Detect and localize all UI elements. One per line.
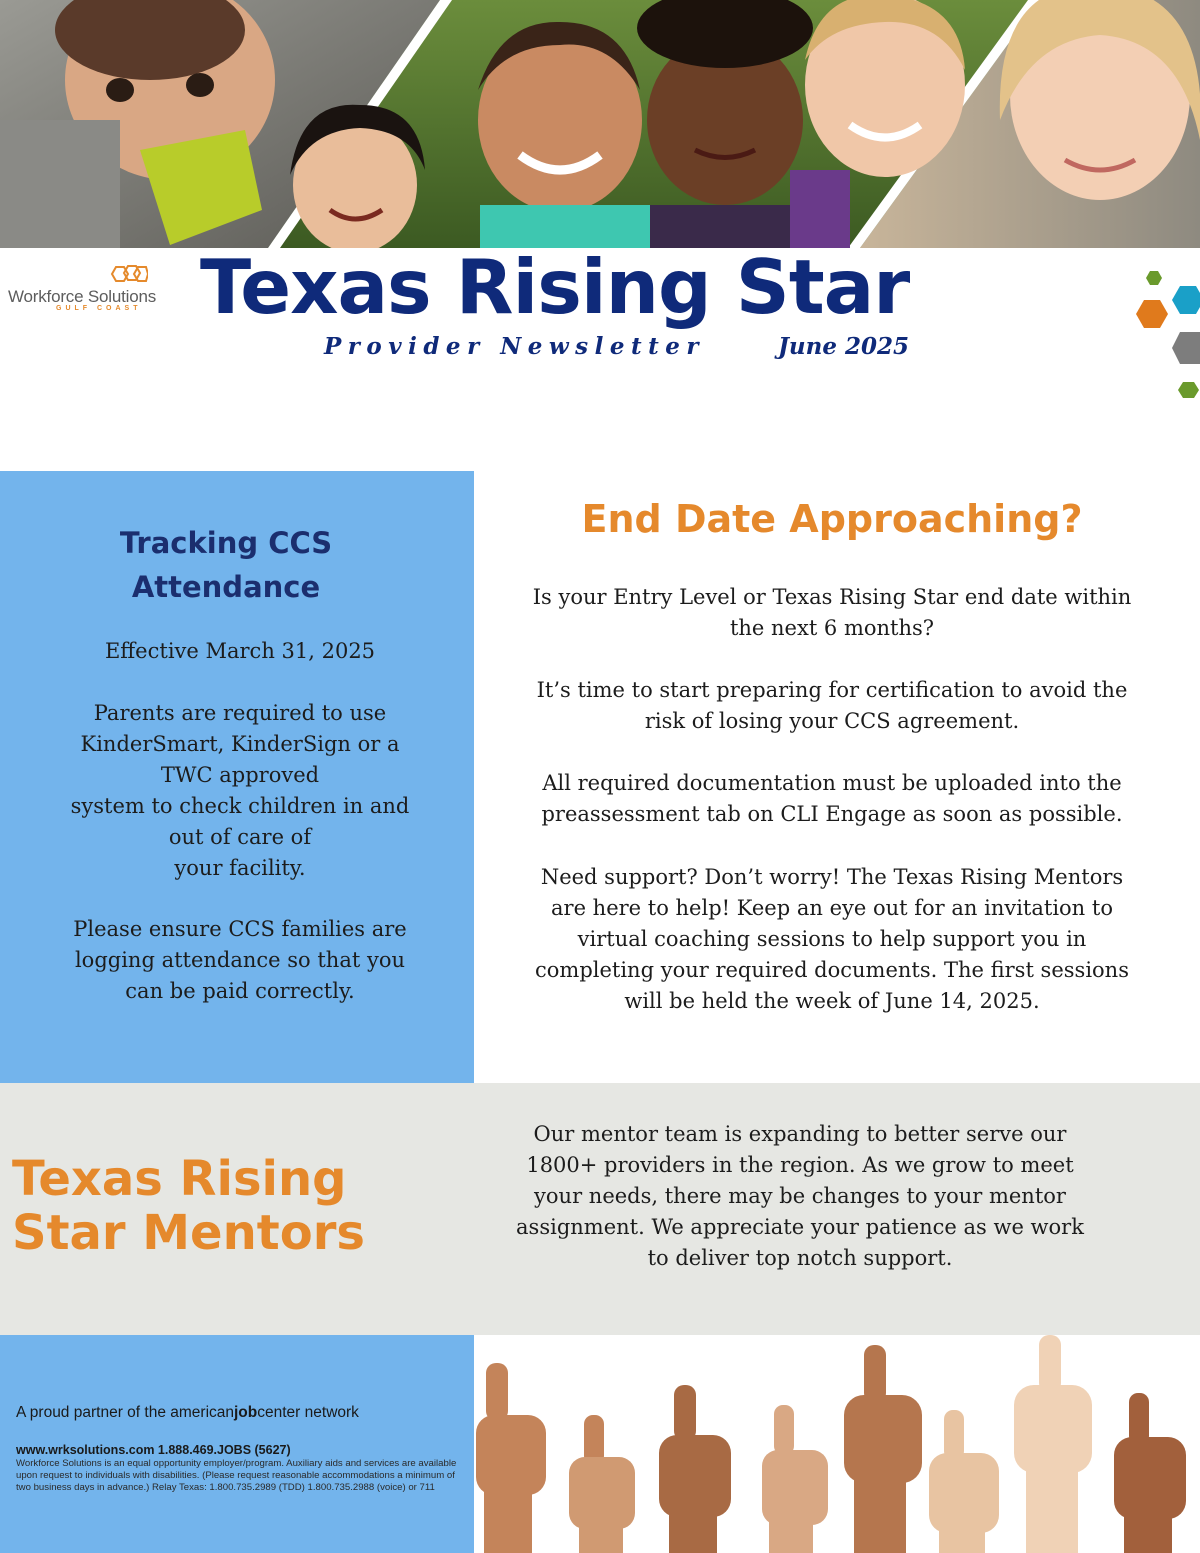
end-date-title: End Date Approaching? [581, 497, 1083, 541]
text-line: Need support? Don’t worry! The Texas Rising Mentors [540, 865, 1124, 889]
partner-suffix: network [300, 1404, 359, 1421]
text-line: logging attendance so that you [74, 948, 406, 972]
text-line: 1800+ providers in the region. As we grow to meet [526, 1153, 1074, 1177]
tracking-title-line: Attendance [131, 570, 321, 604]
end-date-paragraph-1 [484, 582, 1180, 644]
partner-american: american [170, 1404, 234, 1421]
text-line: All required documentation must be uploaded into the [542, 771, 1122, 795]
text-line: It’s time to start preparing for certification to avoid the [536, 678, 1128, 702]
mentors-body [470, 1119, 1130, 1274]
text-line: risk of losing your CCS agreement. [644, 709, 1020, 733]
text-line: system to check children in and [70, 794, 410, 818]
tracking-body-1 [30, 698, 450, 884]
tracking-title-line: Tracking CCS [119, 526, 333, 560]
end-date-paragraph-2 [484, 675, 1180, 737]
page-title: Texas Rising Star [200, 243, 910, 331]
text-line: TWC approved [160, 763, 320, 787]
legal-notice: Workforce Solutions is an equal opportunity employer/program. Auxiliary aids and services are available upon request to individuals with disabilities. (Please request reasonable accommodations a minimum of two business days in advance.) Relay Texas: 1.800.735.2989 (TDD) 1.800.735.2988 (voice) or 711 [16, 1458, 457, 1493]
newsletter-subtitle: Provider Newsletter [324, 333, 705, 360]
partner-job: job [234, 1404, 258, 1421]
text-line: virtual coaching sessions to help support you in [577, 927, 1087, 951]
tracking-title [0, 521, 452, 609]
thumbs-up-photo [474, 1335, 1200, 1553]
end-date-paragraph-4 [484, 862, 1180, 1017]
text-line: will be held the week of June 14, 2025. [624, 989, 1040, 1013]
tracking-body-2 [30, 914, 450, 1007]
end-date-paragraph-3 [484, 768, 1180, 830]
text-line: your facility. [174, 856, 306, 880]
text-line: can be paid correctly. [125, 979, 355, 1003]
text-line: completing your required documents. The first sessions [535, 958, 1129, 982]
text-line: your needs, there may be changes to your mentor [534, 1184, 1066, 1208]
mentors-title-line: Texas Rising [12, 1151, 347, 1207]
hexagon-decoration-icon [1128, 262, 1200, 406]
partner-center: center [257, 1404, 301, 1421]
hero-photo [0, 0, 1200, 248]
text-line: Our mentor team is expanding to better serve our [533, 1122, 1067, 1146]
text-line: are here to help! Keep an eye out for an invitation to [551, 896, 1113, 920]
text-line: Is your Entry Level or Texas Rising Star end date within [532, 585, 1132, 609]
text-line: out of care of [168, 825, 312, 849]
tracking-effective: Effective March 31, 2025 [104, 639, 376, 663]
text-line: KinderSmart, KinderSign or a [80, 732, 400, 756]
logo-icon [104, 262, 148, 290]
text-line: Parents are required to use [93, 701, 387, 725]
text-line: to deliver top notch support. [647, 1246, 953, 1270]
newsletter-date: June 2025 [778, 333, 909, 360]
logo-name: Workforce Solutions [8, 287, 157, 306]
mentors-title [12, 1152, 365, 1260]
text-line: Please ensure CCS families are [73, 917, 407, 941]
contact-line: www.wrksolutions.com 1.888.469.JOBS (5627) [16, 1443, 291, 1457]
text-line: assignment. We appreciate your patience as we work [516, 1215, 1084, 1239]
text-line: the next 6 months? [729, 616, 935, 640]
logo-region: GULF COAST [56, 305, 142, 312]
partner-statement [16, 1404, 359, 1422]
partner-prefix: A proud partner of the [16, 1404, 171, 1421]
mentors-title-line: Star Mentors [12, 1205, 365, 1261]
text-line: preassessment tab on CLI Engage as soon as possible. [541, 802, 1123, 826]
